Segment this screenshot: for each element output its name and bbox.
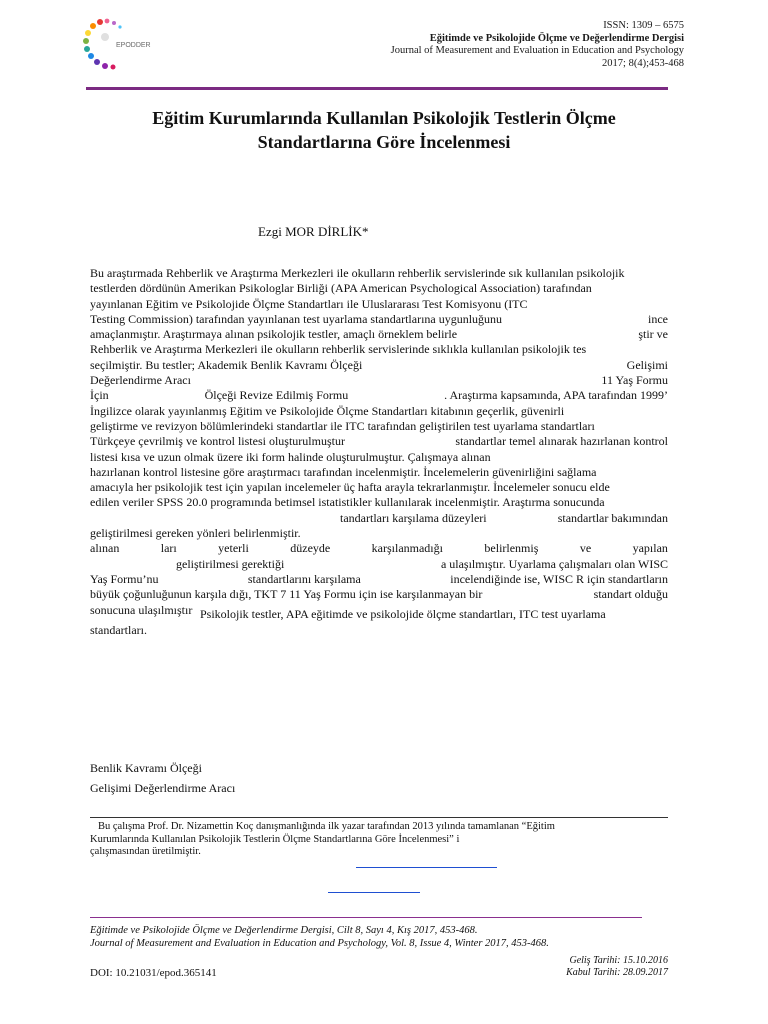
journal-header: [391, 20, 684, 70]
logo-text: EPODDER: [116, 42, 151, 49]
abstract-segment: . Araştırma kapsamında, APA tarafından 1999’: [444, 388, 668, 403]
journal-title-en: Journal of Measurement and Evaluation in Education and Psychology: [390, 45, 684, 56]
abstract-line: [90, 419, 668, 434]
citation-en: Journal of Measurement and Evaluation in Education and Psychology, Vol. 8, Issue 4, Winter 2017, 453-468.: [90, 937, 549, 949]
abstract-segment: karşılanmadığı: [371, 541, 443, 556]
abstract-segment: 11 Yaş Formu: [601, 373, 668, 388]
title-line-2: Standartlarına Göre İncelenmesi: [257, 132, 511, 152]
abstract-segment: Yaş Formu’nu: [90, 571, 159, 586]
issn: ISSN: 1309 – 6575: [603, 20, 684, 31]
abstract-segment: standart olduğu: [593, 587, 668, 602]
abstract-line: [90, 266, 668, 281]
abstract-segment: geliştirme ve revizyon bölümlerindeki standartlar ile ITC tarafından geliştirilen test uyarlama standartları: [90, 418, 595, 433]
abstract-segment: Türkçeye çevrilmiş ve kontrol listesi oluşturulmuştur: [90, 434, 345, 449]
abstract-segment: İçin: [90, 388, 109, 403]
abstract-segment: ştir ve: [638, 327, 668, 342]
abstract-line: [90, 404, 668, 419]
abstract-line: [90, 557, 668, 572]
abstract-segment: Testing Commission) tarafından yayınlanan test uyarlama standartlarına uygunluğunu: [90, 311, 503, 326]
abstract-segment: yeterli: [218, 541, 249, 556]
abstract-segment: geliştirilmesi gereken yönleri belirlenmiştir.: [90, 526, 301, 541]
keywords-line-1: [90, 606, 668, 622]
footnote: [90, 821, 668, 859]
abstract-line: [90, 526, 668, 541]
abstract-line: [90, 450, 668, 465]
abstract-segment: ve: [579, 541, 592, 556]
abstract-line: [90, 495, 668, 510]
orcid-link[interactable]: [328, 892, 420, 893]
abstract-segment: Değerlendirme Aracı: [90, 373, 191, 388]
keywords-list: [90, 758, 235, 798]
abstract-segment: belirlenmiş: [484, 541, 539, 556]
abstract-line: [90, 312, 668, 327]
footnote-line-3: çalışmasından üretilmiştir.: [90, 846, 201, 857]
footnote-line-1: [90, 821, 668, 834]
footnote-line-2: Kurumlarında Kullanılan Psikolojik Testlerin Ölçme Standartlarına Göre İncelenmesi” i: [90, 833, 460, 845]
abstract-segment: ları: [160, 541, 177, 556]
abstract-segment: sonucuna ulaşılmıştır: [90, 602, 193, 617]
abstract-segment: edilen veriler SPSS 20.0 programında betimsel istatistikler kullanılarak incelenmiştir. Araştırma sonucunda: [90, 495, 605, 510]
abstract-segment: yayınlanan Eğitim ve Psikolojide Ölçme Standartları ile Uluslararası Test Komisyonu (ITC: [90, 296, 528, 311]
abstract-segment: a ulaşılmıştır. Uyarlama çalışmaları olan WISC: [440, 556, 668, 571]
abstract-segment: incelendiğinde ise, WISC R için standartların: [450, 571, 668, 586]
abstract-segment: tandartları karşılama düzeyleri: [340, 510, 487, 525]
accepted-date: Kabul Tarihi: 28.09.2017: [566, 967, 668, 978]
keywords-line-2: standartları.: [90, 623, 147, 637]
journal-logo: [80, 16, 170, 78]
abstract-line: [90, 587, 668, 602]
title-line-1: Eğitim Kurumlarında Kullanılan Psikolojik Testlerin Ölçme: [152, 108, 616, 128]
abstract-segment: standartlarını karşılama: [247, 571, 361, 586]
footer-rule: [90, 917, 642, 918]
citation-tr: Eğitimde ve Psikolojide Ölçme ve Değerlendirme Dergisi, Cilt 8, Sayı 4, Kış 2017, 453-468.: [90, 925, 478, 936]
abstract-segment: İngilizce olarak yayınlanmış Eğitim ve Psikolojide Ölçme Standartları kitabının geçerlik, güvenirli: [90, 403, 565, 418]
article-dates: [566, 955, 668, 979]
abstract-segment: geliştirilmesi gerektiği: [176, 556, 285, 571]
header-rule: [86, 87, 668, 90]
abstract-line: [90, 388, 668, 403]
abstract-line: [90, 572, 668, 587]
journal-volume: 2017; 8(4);453-468: [602, 57, 684, 69]
abstract-segment: Bu araştırmada Rehberlik ve Araştırma Merkezleri ile okulların rehberlik servislerinde sık kullanılan psikolojik: [90, 266, 625, 280]
abstract: [90, 266, 668, 618]
author-name: Ezgi MOR DİRLİK*: [258, 224, 369, 239]
abstract-segment: yapılan: [632, 541, 668, 556]
abstract-line: [90, 358, 668, 373]
email-link[interactable]: [356, 867, 497, 868]
article-title: [90, 106, 678, 154]
abstract-line: [90, 465, 668, 480]
abstract-segment: hazırlanan kontrol listesine göre araştırmacı tarafından incelenmiştir. İncelemelerin güvenirliğini sağlama: [90, 464, 597, 479]
abstract-line: [90, 541, 668, 556]
keyword-2: Gelişimi Değerlendirme Aracı: [90, 781, 236, 795]
keywords-text-1: Psikolojik testler, APA eğitimde ve psikolojide ölçme standartları, ITC test uyarlama: [200, 607, 606, 621]
abstract-line: [90, 297, 668, 312]
abstract-line: [90, 281, 668, 296]
abstract-segment: Gelişimi: [626, 357, 668, 372]
abstract-line: [90, 342, 668, 357]
abstract-segment: testlerden dördünün Amerikan Psikologlar Birliği (APA American Psychological Association) tarafından: [90, 281, 592, 296]
abstract-segment: listesi kısa ve uzun olmak üzere iki form halinde oluşturulmuştur. Çalışmaya alınan: [90, 449, 491, 464]
abstract-segment: amaçlanmıştır. Araştırmaya alınan psikolojik testler, amaçlı örneklem belirle: [90, 327, 458, 342]
abstract-line: [90, 480, 668, 495]
citation: [90, 925, 549, 950]
abstract-segment: Rehberlik ve Araştırma Merkezleri ile okulların rehberlik servislerinde sıklıkla kullanılan psikolojik tes: [90, 342, 587, 357]
doi: DOI: 10.21031/epod.365141: [90, 967, 217, 979]
abstract-segment: amacıyla her psikolojik test için yapılan incelemeler üç hafta arayla tekrarlanmıştır. İncelemeler sonucu elde: [90, 480, 610, 495]
keyword-1: Benlik Kavramı Ölçeği: [90, 761, 202, 775]
abstract-line: [90, 511, 668, 526]
footnote-text-1: Bu çalışma Prof. Dr. Nizamettin Koç danışmanlığında ilk yazar tarafından 2013 yılında tamamlanan “Eğitim: [98, 821, 555, 832]
abstract-segment: büyük çoğunluğunun karşıla dığı, TKT 7 11 Yaş Formu için ise karşılanmayan bir: [90, 587, 483, 602]
abstract-line: [90, 327, 668, 342]
abstract-segment: standartlar bakımından: [557, 510, 668, 525]
abstract-line: [90, 373, 668, 388]
abstract-segment: ince: [648, 311, 668, 326]
abstract-segment: alınan: [90, 541, 120, 556]
keywords: [90, 606, 668, 638]
abstract-segment: düzeyde: [290, 541, 331, 556]
footnote-rule: [90, 817, 668, 818]
received-date: Geliş Tarihi: 15.10.2016: [569, 955, 668, 966]
abstract-segment: seçilmiştir. Bu testler; Akademik Benlik Kavramı Ölçeği: [90, 357, 363, 372]
abstract-segment: Ölçeği Revize Edilmiş Formu: [204, 388, 349, 403]
abstract-segment: standartlar temel alınarak hazırlanan kontrol: [455, 434, 668, 449]
journal-title-tr: Eğitimde ve Psikolojide Ölçme ve Değerlendirme Dergisi: [429, 32, 684, 44]
abstract-line: [90, 434, 668, 449]
